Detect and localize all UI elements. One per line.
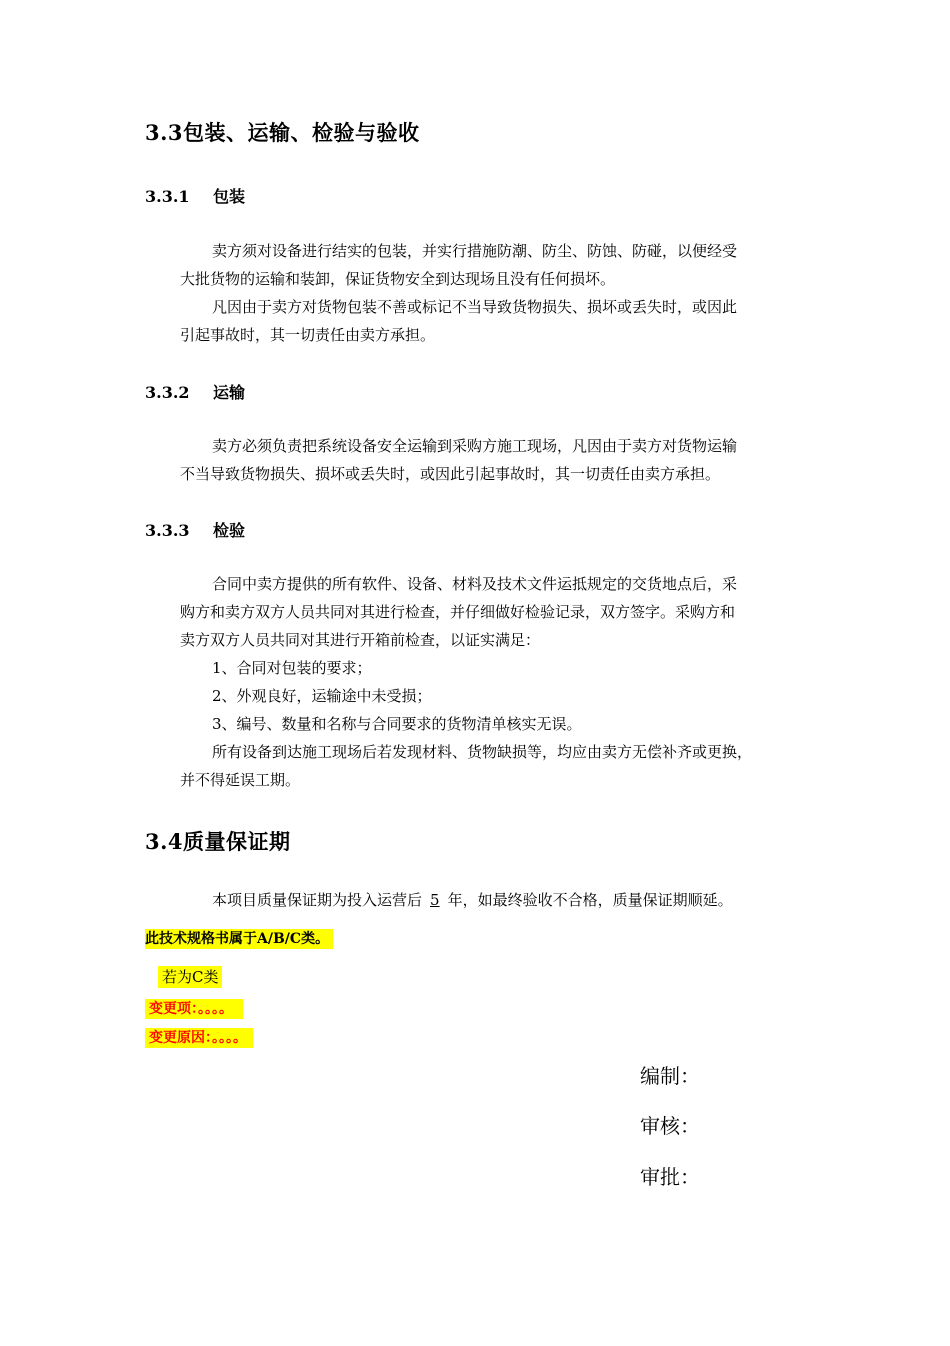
packaging-paragraphs: [180, 237, 737, 349]
approve-label: 审批：: [640, 1165, 700, 1189]
paragraph-line: 卖方必须负责把系统设备安全运输到采购方施工现场，凡因由于卖方对货物运输: [212, 437, 738, 455]
class-c-note: [158, 966, 222, 987]
class-c-text: 若为C类: [158, 966, 222, 988]
classification-text: 此技术规格书属于A/B/C类。: [145, 929, 333, 949]
change-item-note: [145, 998, 243, 1018]
paragraph-line: 并不得延误工期。: [180, 771, 301, 789]
subsection-number: 3.3.1: [145, 187, 190, 206]
change-reason-note: [145, 1027, 253, 1047]
paragraph-line: 不当导致货物损失、损坏或丢失时，或因此引起事故时，其一切责任由卖方承担。: [180, 465, 721, 483]
subsection-number: 3.3.2: [145, 383, 190, 402]
list-item: 2、外观良好，运输途中未受损；: [212, 687, 432, 705]
subsection-title: 运输: [213, 383, 246, 402]
review-label: 审核：: [640, 1114, 700, 1138]
classification-note: [145, 928, 333, 948]
warranty-paragraph: [180, 886, 733, 914]
paragraph-line: 卖方双方人员共同对其进行开箱前检查，以证实满足：: [180, 631, 541, 649]
subsection-number: 3.3.3: [145, 521, 190, 540]
paragraph-line: [180, 886, 733, 914]
warranty-text-before: 本项目质量保证期为投入运营后: [212, 891, 423, 909]
paragraph-line: 引起事故时，其一切责任由卖方承担。: [180, 326, 436, 344]
transport-paragraphs: [180, 432, 737, 488]
change-reason-text: 变更原因：。。。。: [145, 1028, 253, 1048]
list-item: 3、编号、数量和名称与合同要求的货物清单核实无误。: [212, 715, 582, 733]
paragraph-line: 凡因由于卖方对货物包装不善或标记不当导致货物损失、损坏或丢失时，或因此: [212, 298, 738, 316]
paragraph-line: 所有设备到达施工现场后若发现材料、货物缺损等，均应由卖方无偿补齐或更换，: [212, 743, 753, 761]
subsection-3-3-2-heading: [145, 380, 245, 403]
change-item-text: 变更项：。。。。: [145, 999, 243, 1019]
paragraph-line: 购方和卖方双方人员共同对其进行检查，并仔细做好检验记录，双方签字。采购方和: [180, 603, 736, 621]
section-3-4-title: 3.4质量保证期: [145, 829, 291, 854]
subsection-title: 检验: [213, 521, 246, 540]
inspection-paragraphs: [180, 570, 752, 794]
subsection-3-3-1-heading: [145, 184, 245, 207]
warranty-years: 5: [430, 891, 440, 909]
subsection-title: 包装: [213, 187, 246, 206]
warranty-text-after: 年，如最终验收不合格，质量保证期顺延。: [447, 891, 733, 909]
list-item: 1、合同对包装的要求；: [212, 659, 372, 677]
paragraph-line: 大批货物的运输和装卸，保证货物安全到达现场且没有任何损坏。: [180, 270, 616, 288]
paragraph-line: 合同中卖方提供的所有软件、设备、材料及技术文件运抵规定的交货地点后，采: [212, 575, 738, 593]
subsection-3-3-3-heading: [145, 518, 245, 541]
compile-label: 编制：: [640, 1064, 700, 1088]
paragraph-line: 卖方须对设备进行结实的包装，并实行措施防潮、防尘、防蚀、防碰，以便经受: [212, 242, 738, 260]
section-3-3-title: 3.3包装、运输、检验与验收: [145, 120, 420, 145]
